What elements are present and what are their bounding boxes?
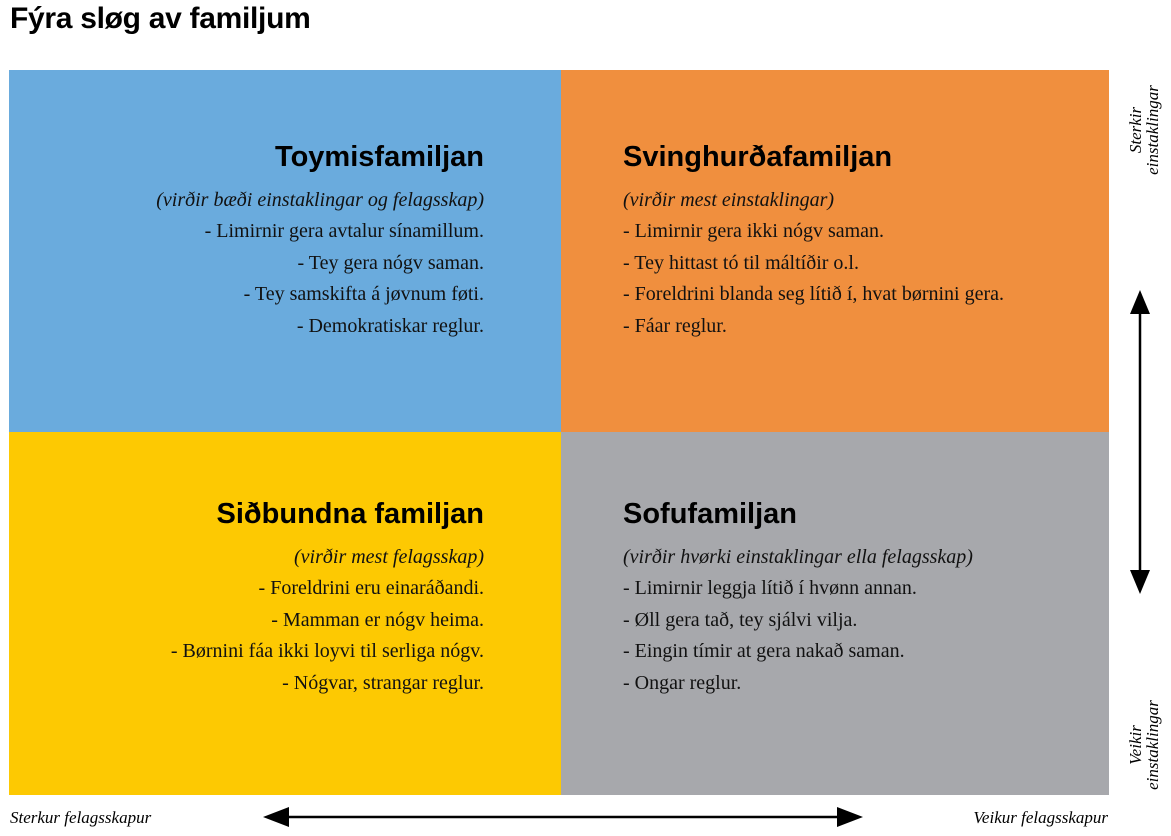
quadrant-content — [156, 138, 484, 342]
quadrant-items — [623, 573, 973, 699]
axis-label-line: Sterkir — [1126, 106, 1145, 154]
quadrant-heading: Toymisfamiljan — [275, 141, 484, 173]
list-item: - Demokratiskar reglur. — [296, 314, 484, 337]
axis-label-line: Veikir — [1126, 725, 1145, 765]
list-item: - Fáar reglur. — [623, 314, 727, 337]
quadrant-subtitle: (virðir mest felagsskap) — [294, 546, 484, 568]
list-item: - Foreldrini eru einaráðandi. — [258, 577, 484, 599]
list-item: - Ongar reglur. — [623, 671, 742, 694]
axis-label-strong-individuals — [1127, 70, 1161, 190]
list-item: - Eingin tímir at gera nakað saman. — [623, 640, 905, 662]
quadrant-heading: Siðbundna familjan — [216, 498, 484, 530]
list-item: - Tey samskifta á jøvnum føti. — [243, 283, 484, 305]
quadrant-content — [623, 138, 1004, 342]
quadrant-heading: Sofufamiljan — [623, 498, 798, 530]
vertical-double-arrow-icon — [1126, 290, 1154, 594]
quadrant-items — [171, 573, 484, 699]
axis-label-weak-individuals — [1127, 685, 1161, 805]
list-item: - Børnini fáa ikki loyvi til serliga nógv. — [170, 640, 484, 662]
quadrant-svinghurdafamiljan — [561, 70, 1109, 432]
page-title: Fýra sløg av familjum — [10, 2, 311, 35]
list-item: - Øll gera tað, tey sjálvi vilja. — [623, 608, 858, 631]
list-item: - Limirnir gera ikki nógv saman. — [623, 220, 885, 242]
list-item: - Nógvar, strangar reglur. — [282, 671, 484, 694]
quadrant-sidbundna-familjan — [9, 432, 561, 795]
quadrant-content — [623, 495, 973, 699]
axis-label-line: einstaklingar — [1143, 700, 1162, 790]
quadrant-heading: Svinghurðafamiljan — [623, 141, 893, 173]
quadrant-items — [623, 216, 1004, 342]
quadrant-toymisfamiljan — [9, 70, 561, 432]
axis-label-strong-community: Sterkur felagsskapur — [10, 808, 152, 827]
quadrant-content — [171, 495, 484, 699]
horizontal-double-arrow-icon — [263, 805, 863, 829]
list-item: - Tey gera nógv saman. — [297, 251, 484, 274]
quadrant-items — [156, 216, 484, 342]
axis-label-weak-community: Veikur felagsskapur — [973, 808, 1108, 827]
list-item: - Limirnir gera avtalur sínamillum. — [204, 220, 484, 242]
list-item: - Limirnir leggja lítið í hvønn annan. — [623, 577, 917, 599]
list-item: - Foreldrini blanda seg lítið í, hvat børnini gera. — [623, 283, 1005, 305]
quadrant-subtitle: (virðir bæði einstaklingar og felagsskap) — [156, 189, 484, 211]
list-item: - Mamman er nógv heima. — [271, 608, 484, 631]
list-item: - Tey hittast tó til máltíðir o.l. — [623, 251, 859, 274]
axis-label-line: einstaklingar — [1143, 85, 1162, 175]
quadrant-sofufamiljan — [561, 432, 1109, 795]
quadrant-subtitle: (virðir hvørki einstaklingar ella felagsskap) — [623, 546, 973, 568]
quadrant-subtitle: (virðir mest einstaklingar) — [623, 189, 835, 211]
